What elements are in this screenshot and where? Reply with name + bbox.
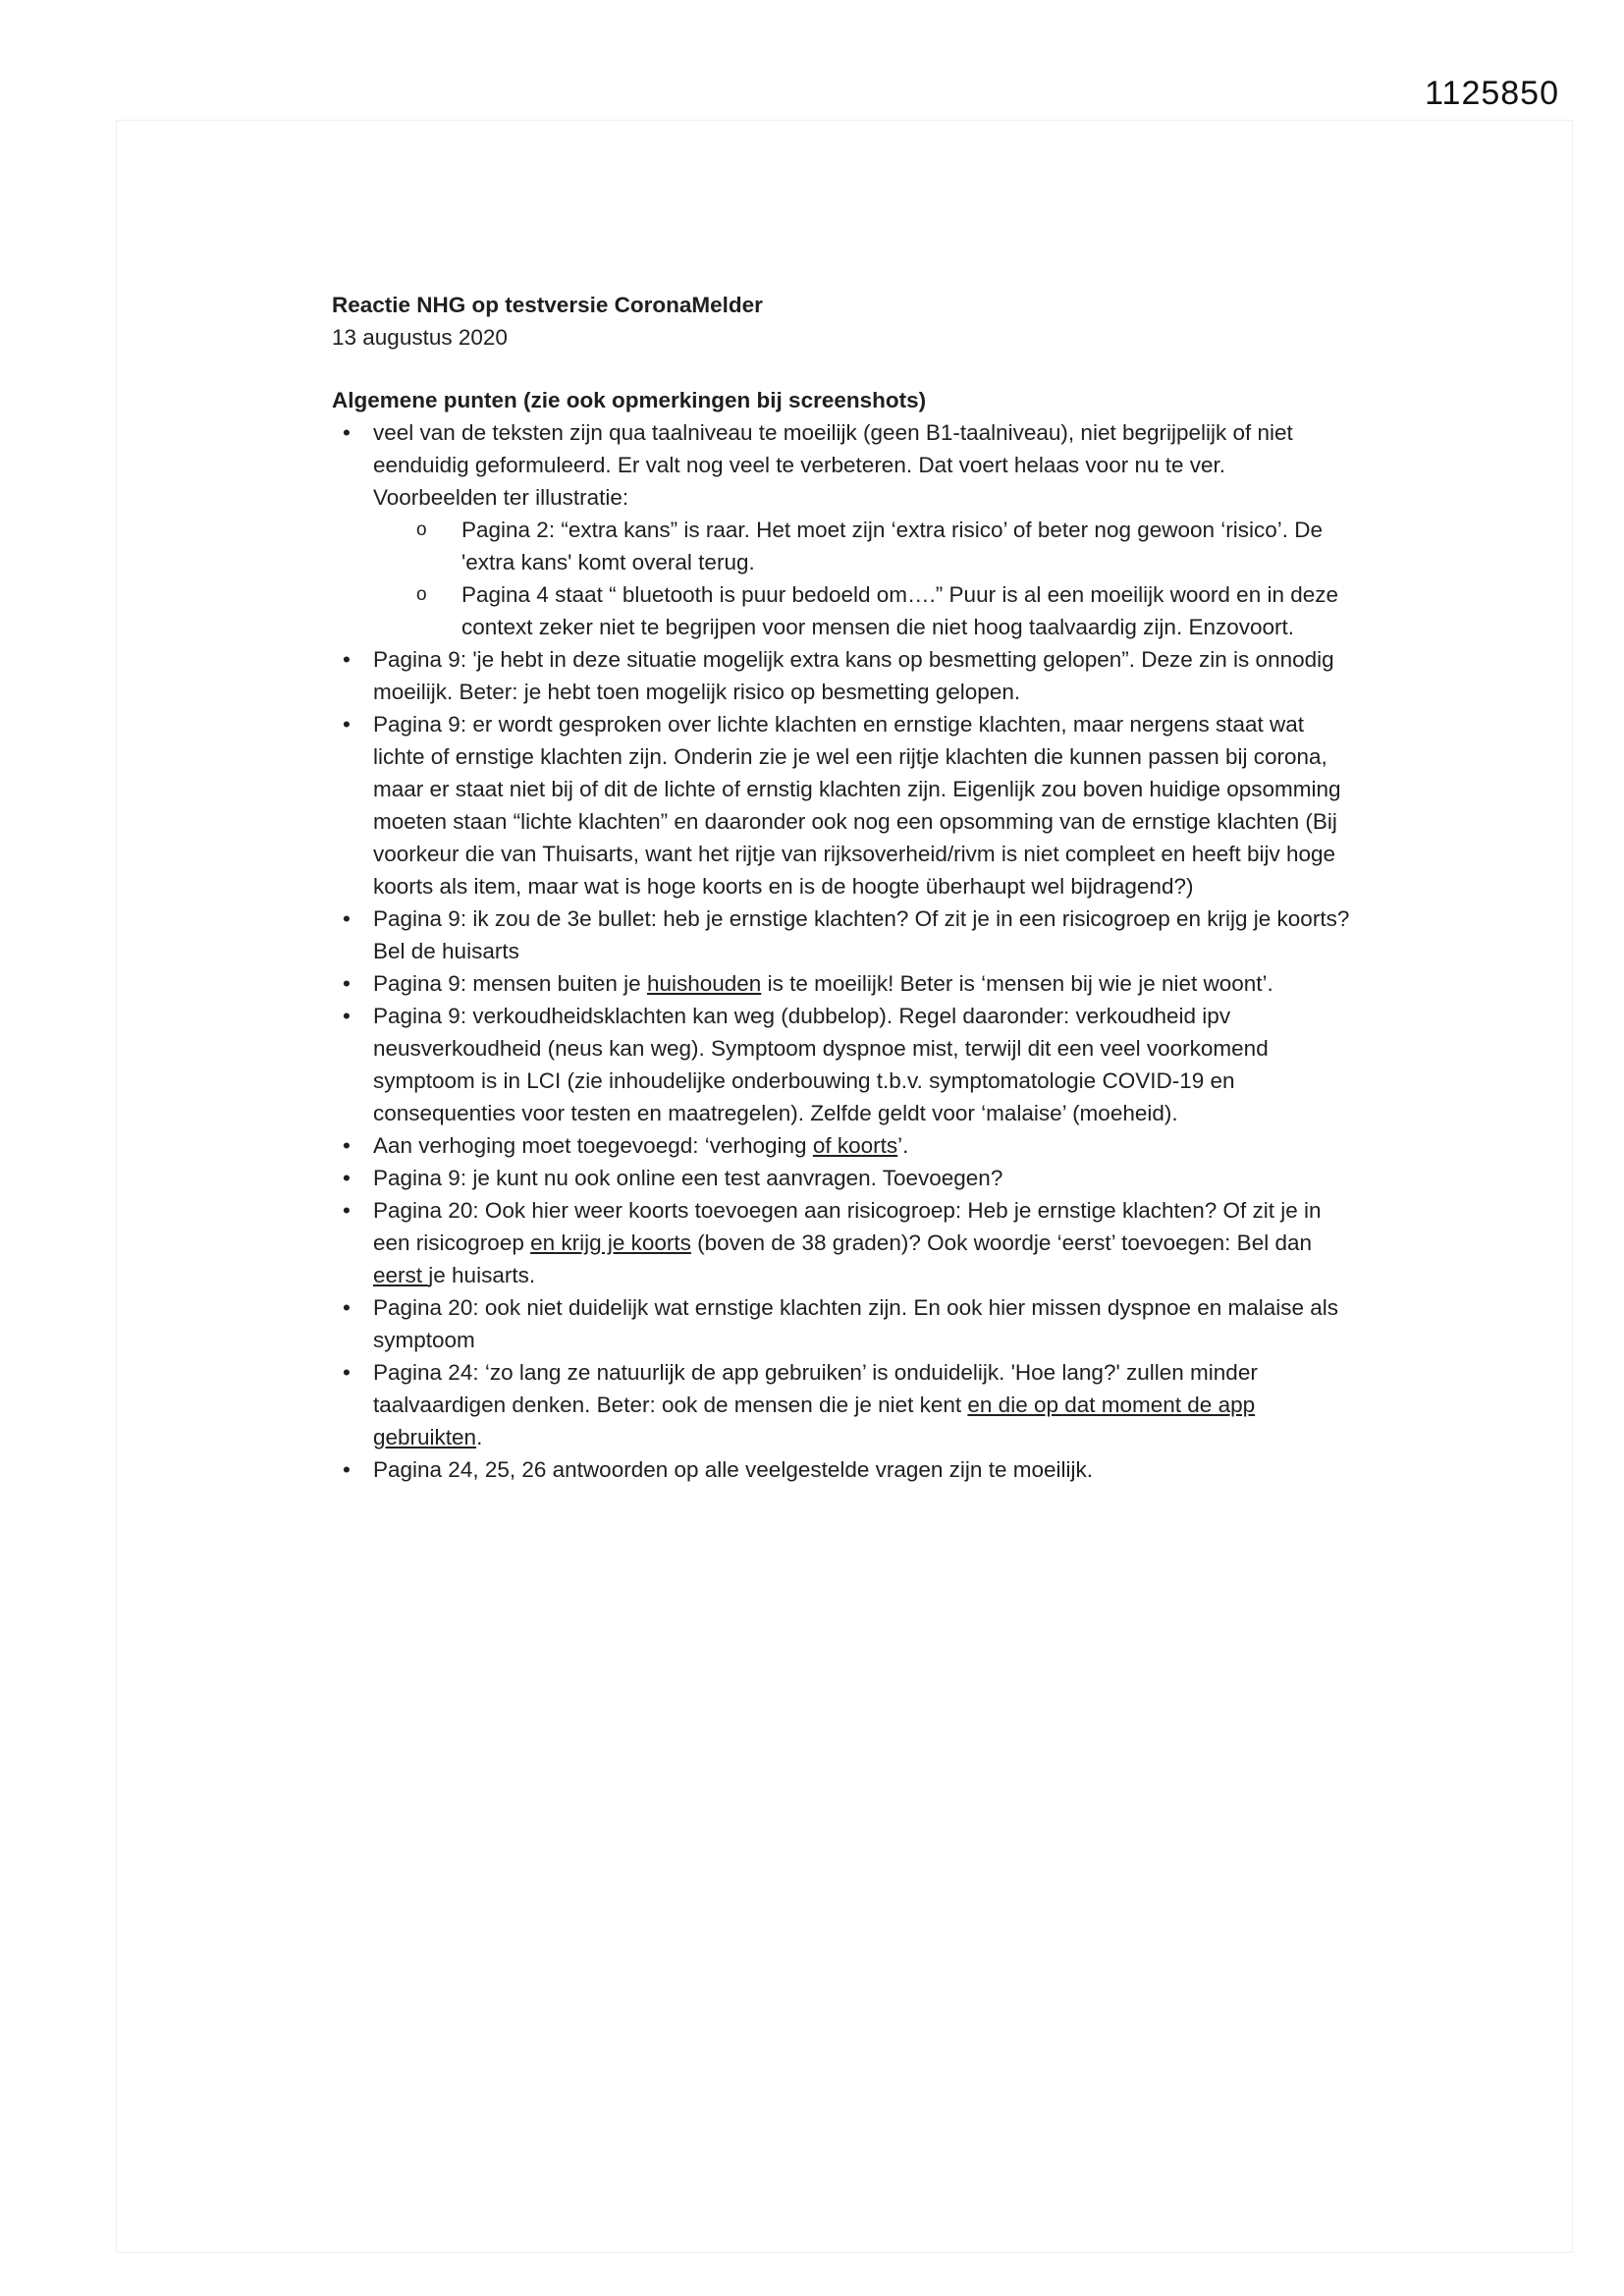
bullet-item: [332, 1000, 1355, 1129]
sub-bullet-marker: o: [416, 584, 427, 605]
document-content: [332, 289, 1355, 1486]
section-heading: Algemene punten (zie ook opmerkingen bij screenshots): [332, 388, 927, 412]
bullet-marker: •: [343, 1004, 351, 1028]
bullet-text: Pagina 4 staat “ bluetooth is puur bedoeld om….” Puur is al een moeilijk woord en in deze context zeker niet te begrijpen voor mensen die niet hoog taalvaardig zijn. Enzovoort.: [461, 582, 1339, 639]
bullet-item: [332, 1356, 1355, 1453]
bullet-marker: •: [343, 971, 351, 996]
bullet-marker: •: [343, 1166, 351, 1190]
bullet-item: [332, 902, 1355, 967]
bullet-item: [332, 1291, 1355, 1356]
bullet-item: [332, 1162, 1355, 1194]
sub-bullet-marker: o: [416, 519, 427, 540]
sub-bullet-item: [332, 514, 1355, 578]
bullet-text: Pagina 9: er wordt gesproken over lichte klachten en ernstige klachten, maar nergens staat wat lichte of ernstige klachten zijn. Onderin zie je wel een rijtje klachten die kunnen passen bij corona, maar er staat niet bij of dit de lichte of ernstig klachten zijn. Eigenlijk zou boven huidige opsomming moeten staan “lichte klachten” en daaronder ook nog een opsomming van de ernstige klachten (Bij voorkeur die van Thuisarts, want het rijtje van rijksoverheid/rivm is niet compleet en heeft bijv hoge koorts als item, maar wat is hoge koorts en is de hoogte überhaupt wel bijdragend?): [373, 712, 1341, 899]
bullet-marker: •: [343, 1360, 351, 1385]
bullet-marker: •: [343, 1457, 351, 1482]
bullet-marker: •: [343, 1295, 351, 1320]
document-title: Reactie NHG op testversie CoronaMelder: [332, 293, 763, 317]
bullet-marker: •: [343, 1133, 351, 1158]
bullet-list: [332, 416, 1355, 1486]
bullet-item: [332, 967, 1355, 1000]
bullet-item: [332, 643, 1355, 708]
document-date: 13 augustus 2020: [332, 325, 508, 350]
bullet-marker: •: [343, 420, 351, 445]
bullet-text: Pagina 24: ‘zo lang ze natuurlijk de app gebruiken’ is onduidelijk. 'Hoe lang?' zullen minder taalvaardigen denken. Beter: ook de mensen die je niet kent en die op dat moment de app gebruikten.: [373, 1360, 1258, 1449]
bullet-item: [332, 708, 1355, 902]
bullet-item: [332, 416, 1355, 514]
bullet-text: Pagina 20: ook niet duidelijk wat ernstige klachten zijn. En ook hier missen dyspnoe en malaise als symptoom: [373, 1295, 1339, 1352]
bullet-text: Pagina 20: Ook hier weer koorts toevoegen aan risicogroep: Heb je ernstige klachten? Of zit je in een risicogroep en krijg je koorts (boven de 38 graden)? Ook woordje ‘eerst’ toevoegen: Bel dan eerst je huisarts.: [373, 1198, 1322, 1287]
bullet-text: Pagina 9: ik zou de 3e bullet: heb je ernstige klachten? Of zit je in een risicogroep en krijg je koorts? Bel de huisarts: [373, 906, 1350, 963]
document-id-stamp: 1125850: [1425, 75, 1559, 112]
bullet-item: [332, 1129, 1355, 1162]
bullet-marker: •: [343, 712, 351, 737]
sub-bullet-item: [332, 578, 1355, 643]
bullet-text: Pagina 9: je kunt nu ook online een test aanvragen. Toevoegen?: [373, 1166, 1003, 1190]
bullet-text: Pagina 9: 'je hebt in deze situatie mogelijk extra kans op besmetting gelopen”. Deze zin is onnodig moeilijk. Beter: je hebt toen mogelijk risico op besmetting gelopen.: [373, 647, 1334, 704]
bullet-marker: •: [343, 906, 351, 931]
bullet-marker: •: [343, 1198, 351, 1223]
bullet-text: Pagina 9: verkoudheidsklachten kan weg (dubbelop). Regel daaronder: verkoudheid ipv neusverkoudheid (neus kan weg). Symptoom dyspnoe mist, terwijl dit een veel voorkomend symptoom is in LCI (zie inhoudelijke onderbouwing t.b.v. symptomatologie COVID-19 en consequenties voor testen en maatregelen). Zelfde geldt voor ‘malaise’ (moeheid).: [373, 1004, 1269, 1125]
bullet-text: Pagina 9: mensen buiten je huishouden is te moeilijk! Beter is ‘mensen bij wie je niet woont’.: [373, 971, 1273, 996]
bullet-marker: •: [343, 647, 351, 672]
bullet-text: Aan verhoging moet toegevoegd: ‘verhoging of koorts’.: [373, 1133, 909, 1158]
bullet-item: [332, 1453, 1355, 1486]
bullet-item: [332, 1194, 1355, 1291]
bullet-text: veel van de teksten zijn qua taalniveau te moeilijk (geen B1-taalniveau), niet begrijpelijk of niet eenduidig geformuleerd. Er valt nog veel te verbeteren. Dat voert helaas voor nu te ver. Voorbeelden ter illustratie:: [373, 420, 1293, 510]
bullet-text: Pagina 2: “extra kans” is raar. Het moet zijn ‘extra risico’ of beter nog gewoon ‘risico’. De 'extra kans' komt overal terug.: [461, 518, 1324, 574]
bullet-text: Pagina 24, 25, 26 antwoorden op alle veelgestelde vragen zijn te moeilijk.: [373, 1457, 1093, 1482]
